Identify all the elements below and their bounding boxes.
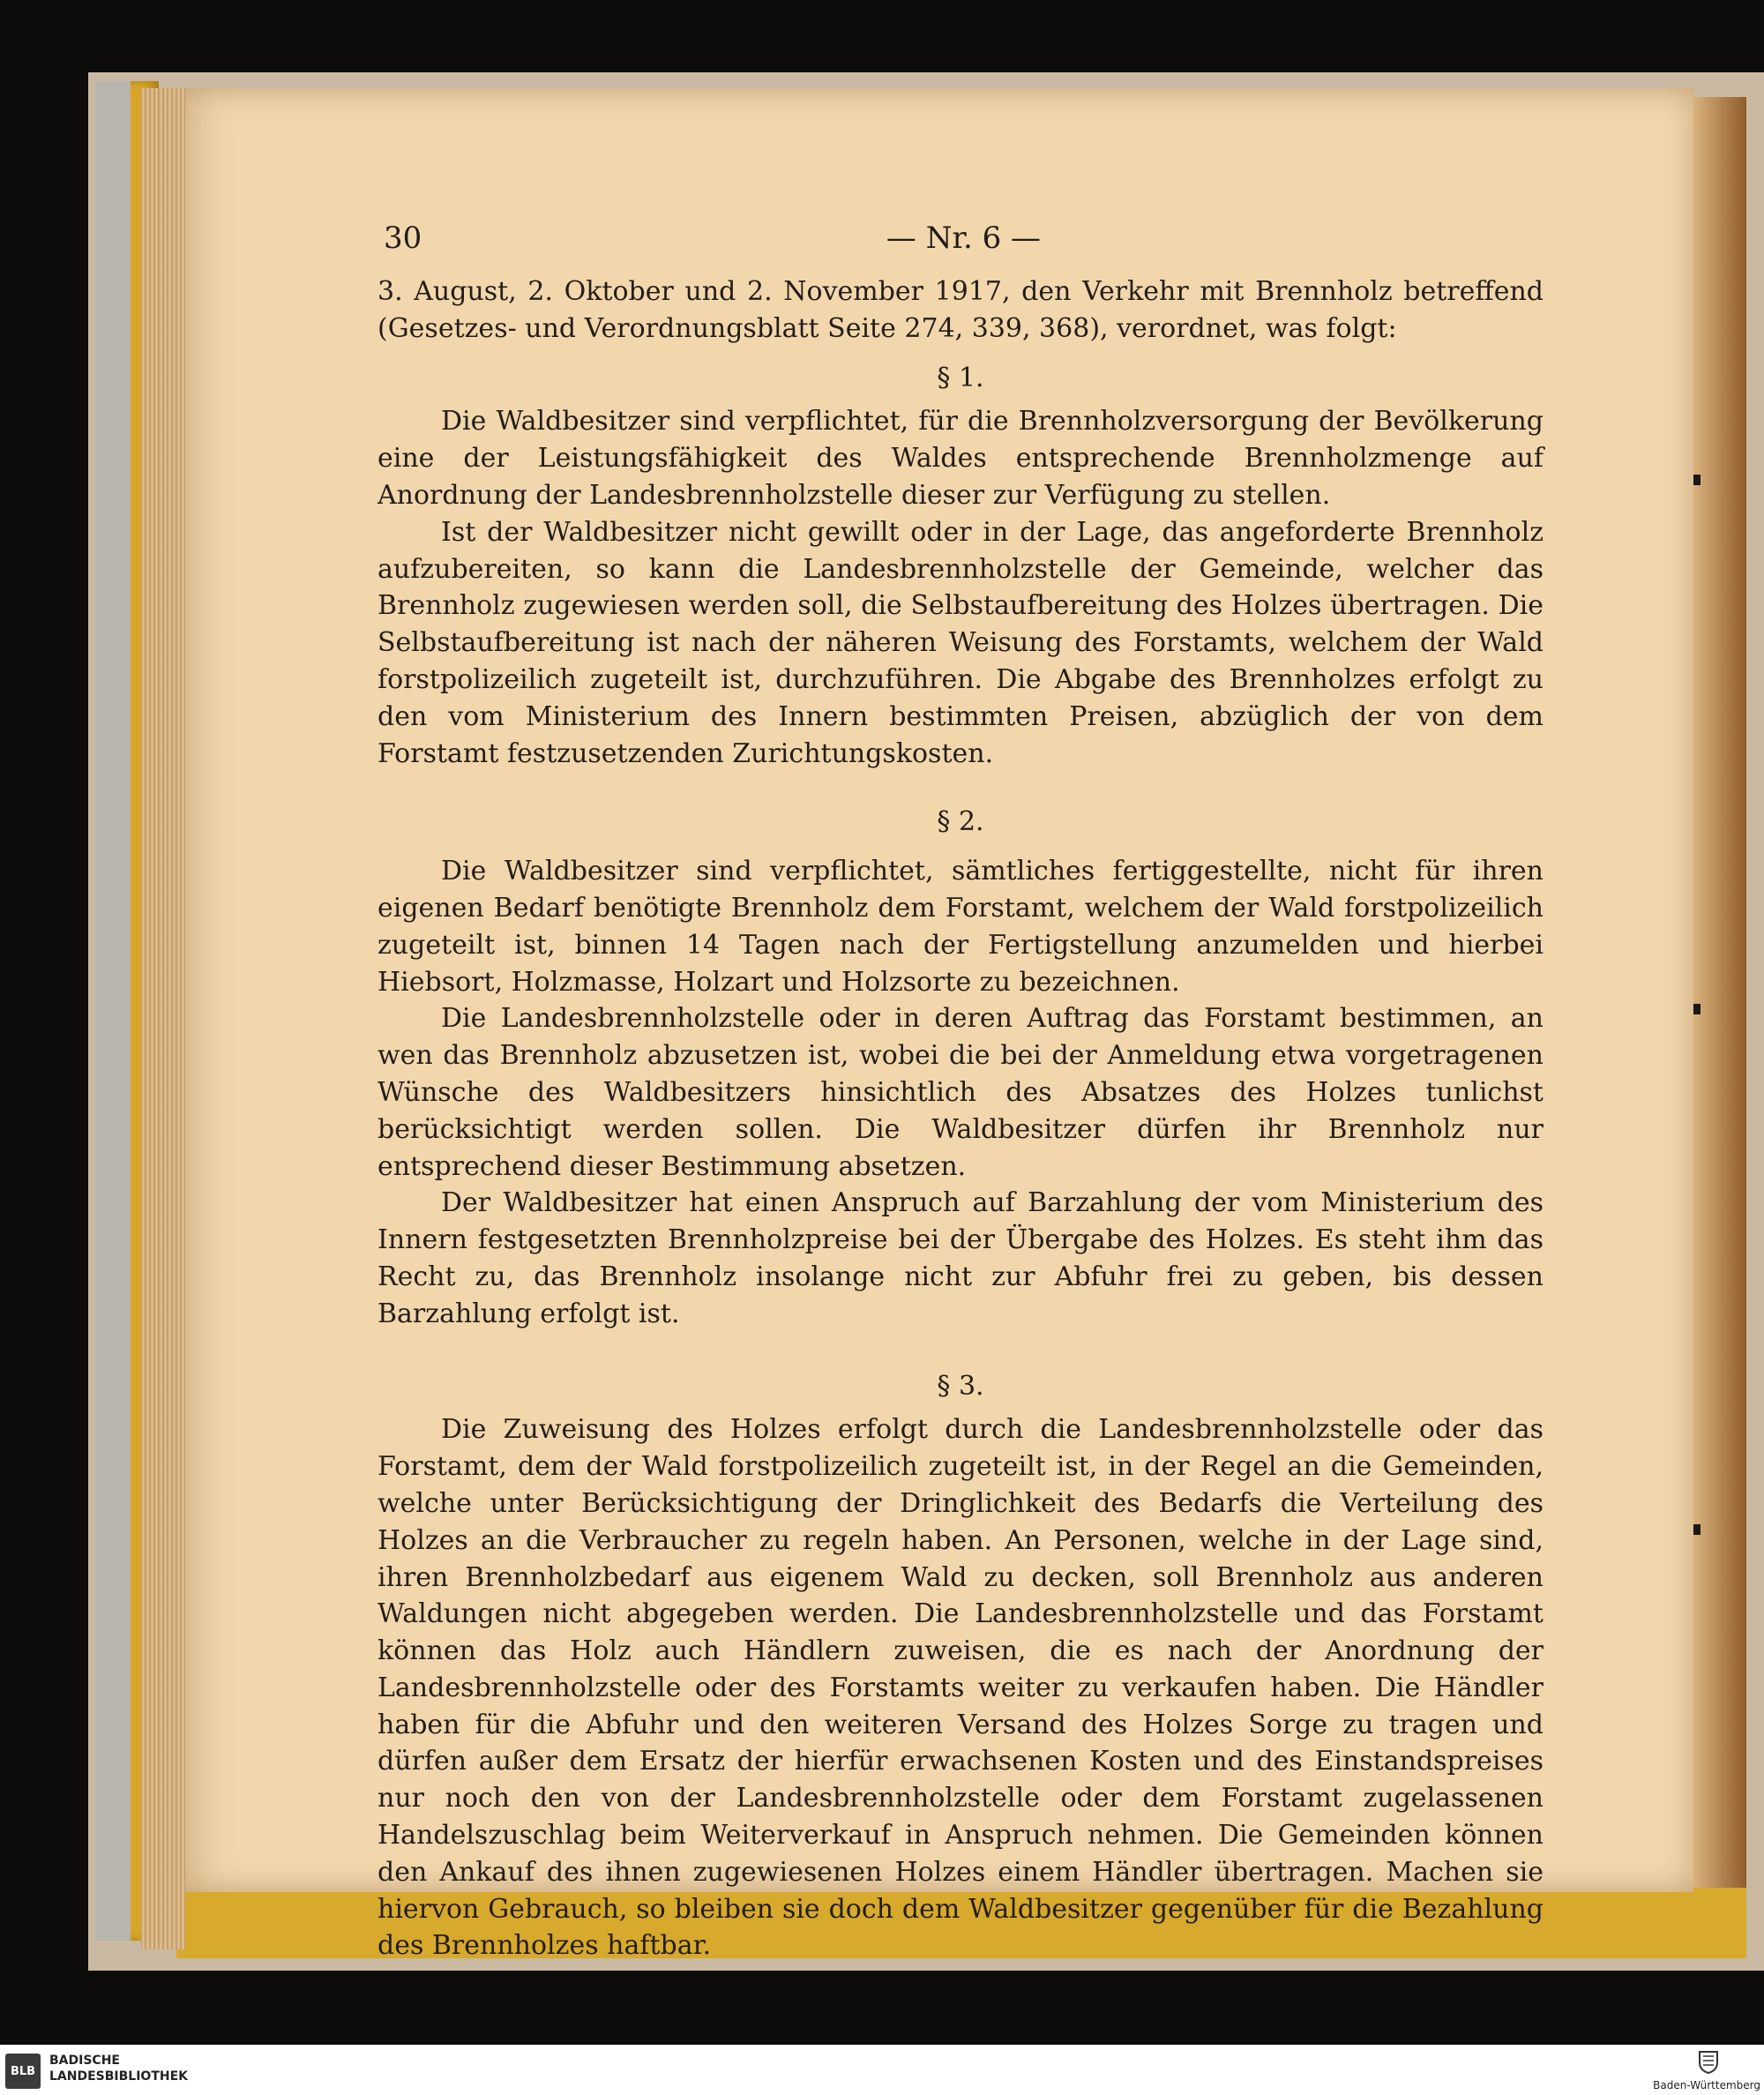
section-3-paragraph-1: Die Zuweisung des Holzes erfolgt durch die Landesbrennholzstelle oder das Forstamt, dem der Wald forstpolizeilich zugeteilt ist, in der Regel an die Gemeinden, welche unter Berücksichtigung der Dringlichkeit des Bedarfs die Verteilung des Holzes an die Verbraucher zu regeln haben. An Personen, welche in der Lage sind, ihren Brennholzbedarf aus eigenem Wald zu decken, soll Brennholz aus anderen Waldungen nicht abgegeben werden. Die Landesbrennholzstelle und das Forstamt können das Holz auch Händlern zuweisen, die es nach der Anordnung der Landesbrennholzstelle oder des Forstamts weiter zu verkaufen haben. Die Händler haben für die Abfuhr und den weiteren Versand des Holzes Sorge zu tragen und dürfen außer dem Ersatz der hierfür erwachsenen Kosten und des Einstandspreises nur noch den von der Landesbrennholzstelle oder dem Forstamt zugelassenen Handelszuschlag beim Weiterverkauf in Anspruch nehmen. Die Gemeinden können den Ankauf des ihnen zugewiesenen Holzes einem Händler übertragen. Machen sie hiervon Gebrauch, so bleiben sie doch dem Waldbesitzer gegenüber für die Bezahlung des Brennholzes haftbar. <box>377 1414 1544 1962</box>
document-body <box>377 273 1544 1964</box>
section-2-paragraph-2: Die Landesbrennholzstelle oder in deren Auftrag das Forstamt bestimmen, an wen das Brennholz abzusetzen ist, wobei die bei der Anmeldung etwa vorgetragenen Wünsche des Waldbesitzers hinsichtlich des Absatzes des Holzes tunlichst berücksichtigt werden sollen. Die Waldbesitzer dürfen ihr Brennholz nur entsprechend dieser Bestimmung absetzen. <box>377 1003 1544 1182</box>
footer-bar <box>0 2045 1764 2095</box>
page-stack-edge <box>141 88 185 1949</box>
margin-mark <box>1693 1524 1700 1535</box>
library-name-line-2: LANDESBIBLIOTHEK <box>49 2069 189 2084</box>
blb-logo[interactable]: BLB <box>5 2054 41 2089</box>
binding-tape-inner <box>95 81 131 1941</box>
section-1-paragraph-2: Ist der Waldbesitzer nicht gewillt oder in der Lage, das angeforderte Brennholz aufzubereiten, so kann die Landesbrennholzstelle der Gemeinde, welcher das Brennholz zugewiesen werden soll, die Selbstaufbereitung des Holzes übertragen. Die Selbstaufbereitung ist nach der näheren Weisung des Forstamts, welchem der Wald forstpolizeilich zugeteilt ist, durchzuführen. Die Abgabe des Brennholzes erfolgt zu den vom Ministerium des Innern bestimmten Preisen, abzüglich der von dem Forstamt festzusetzenden Zurichtungskosten. <box>377 516 1544 769</box>
section-2-paragraph-1: Die Waldbesitzer sind verpflichtet, sämtliches fertiggestellte, nicht für ihren eigenen Bedarf benötigte Brennholz dem Forstamt, welchem der Wald forstpolizeilich zugeteilt ist, binnen 14 Tagen nach der Fertigstellung anzumelden und hierbei Hiebsort, Holzmasse, Holzart und Holzsorte zu bezeichnen. <box>377 856 1544 998</box>
section-2-paragraph-3: Der Waldbesitzer hat einen Anspruch auf Barzahlung der vom Ministerium des Innern festgesetzten Brennholzpreise bei der Übergabe des Holzes. Es steht ihm das Recht zu, das Brennholz insolange nicht zur Abfuhr frei zu geben, bis dessen Barzahlung erfolgt ist. <box>377 1187 1544 1329</box>
running-header <box>384 221 1544 265</box>
margin-mark <box>1693 475 1700 485</box>
page-number: 30 <box>384 221 422 256</box>
state-label: Baden-Württemberg <box>1653 2079 1760 2091</box>
section-1-paragraph-1: Die Waldbesitzer sind verpflichtet, für die Brennholzversorgung der Bevölkerung eine der Leistungsfähigkeit des Waldes entsprechende Brennholzmenge auf Anordnung der Landesbrennholzstelle dieser zur Verfügung zu stellen. <box>377 406 1544 511</box>
issue-number: — Nr. 6 — <box>886 221 1042 256</box>
library-name[interactable] <box>49 2053 188 2084</box>
preamble-paragraph: 3. August, 2. Oktober und 2. November 1917, den Verkehr mit Brennholz betreffend (Gesetzes- und Verordnungsblatt Seite 274, 339, 368), verordnet, was folgt: <box>377 276 1544 344</box>
section-heading-2: § 2. <box>937 806 984 838</box>
page-right-edge <box>1693 97 1746 1888</box>
margin-mark <box>1693 1004 1700 1014</box>
section-heading-3: § 3. <box>937 1370 984 1402</box>
coat-of-arms-icon <box>1695 2048 1722 2075</box>
section-heading-1: § 1. <box>937 362 984 393</box>
library-name-line-1: BADISCHE <box>49 2054 120 2068</box>
